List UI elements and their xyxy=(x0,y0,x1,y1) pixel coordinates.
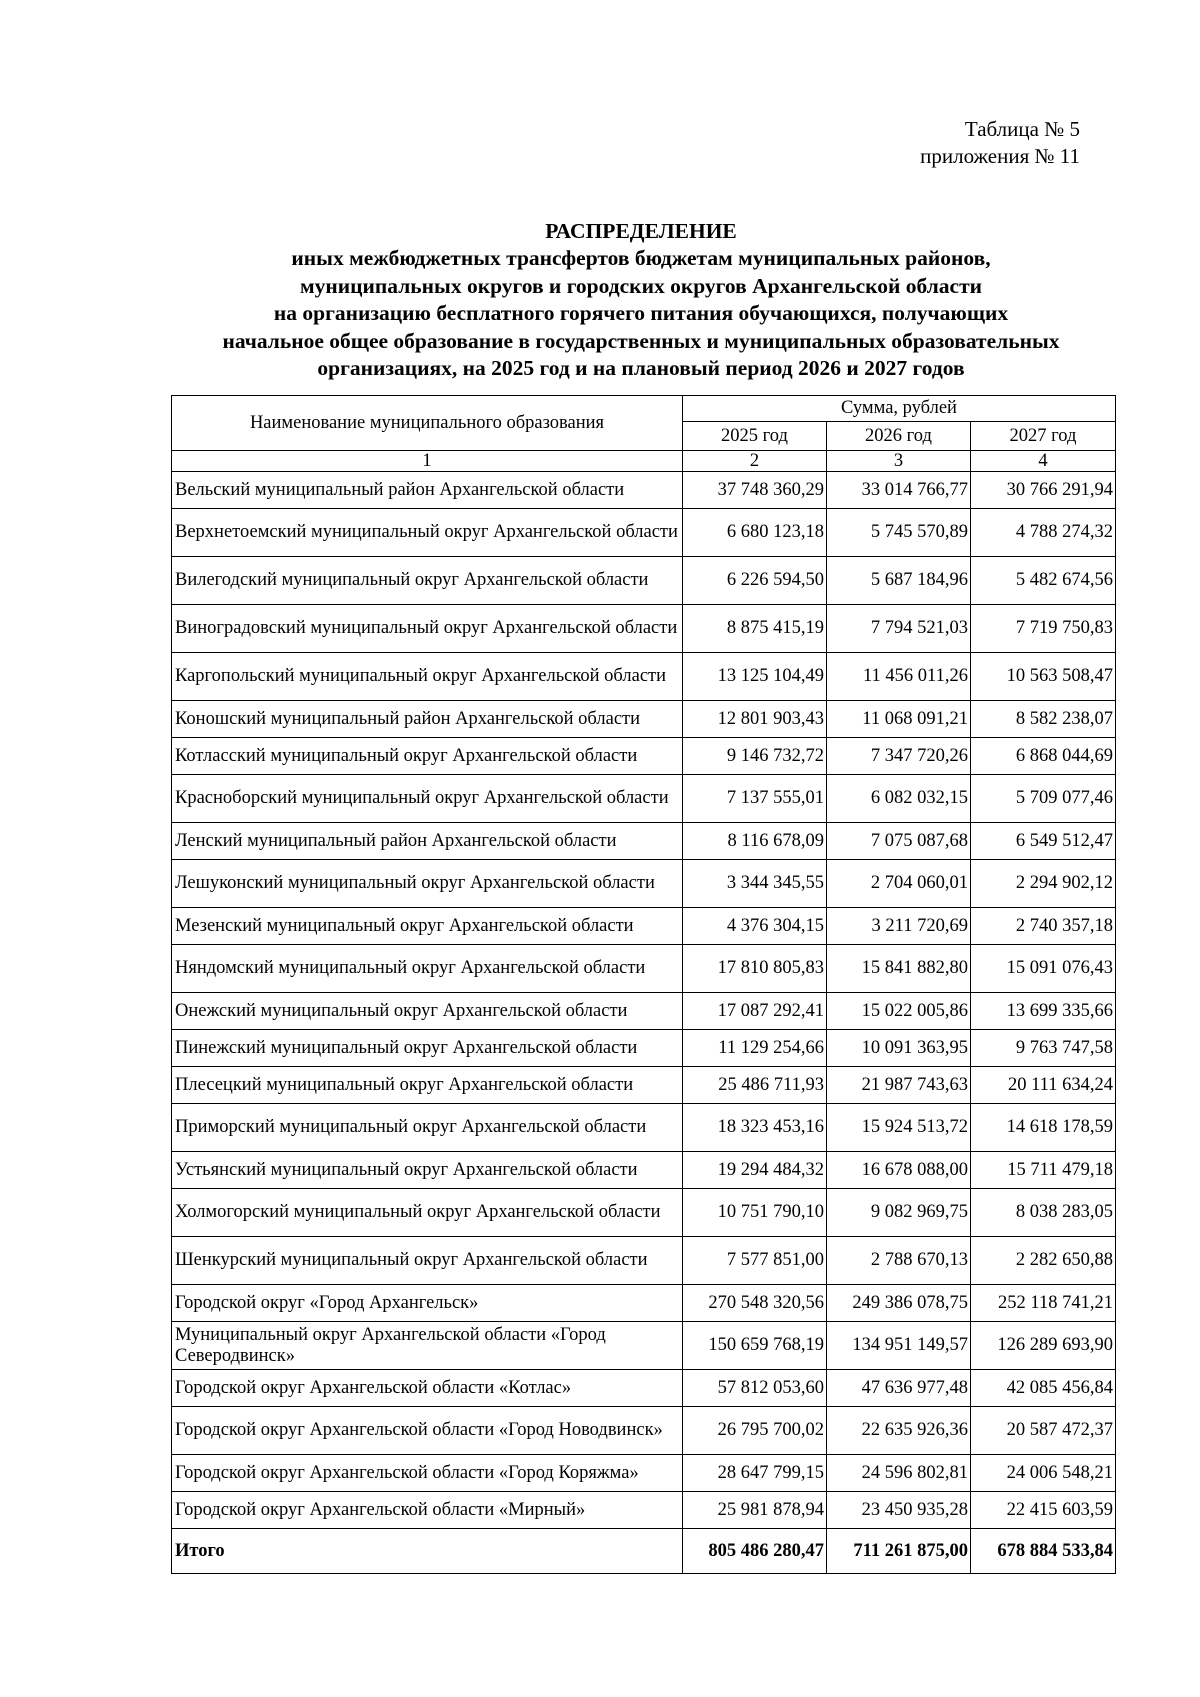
total-amount-2027: 678 884 533,84 xyxy=(971,1529,1116,1574)
amount-2026: 15 924 513,72 xyxy=(827,1104,971,1152)
municipality-name: Мезенский муниципальный округ Архангельской области xyxy=(172,908,683,945)
municipality-name: Ленский муниципальный район Архангельской области xyxy=(172,823,683,860)
amount-2027: 13 699 335,66 xyxy=(971,993,1116,1030)
index-cell: 3 xyxy=(827,451,971,472)
table-row xyxy=(172,1492,1116,1529)
amount-2025: 10 751 790,10 xyxy=(683,1189,827,1237)
amount-2026: 6 082 032,15 xyxy=(827,775,971,823)
amount-2026: 33 014 766,77 xyxy=(827,472,971,509)
table-header-row xyxy=(172,396,1116,422)
table-reference xyxy=(920,116,1080,170)
municipality-name: Каргопольский муниципальный округ Архангельской области xyxy=(172,653,683,701)
amount-2026: 15 022 005,86 xyxy=(827,993,971,1030)
amount-2027: 6 868 044,69 xyxy=(971,738,1116,775)
amount-2027: 42 085 456,84 xyxy=(971,1370,1116,1407)
amount-2026: 15 841 882,80 xyxy=(827,945,971,993)
index-cell: 1 xyxy=(172,451,683,472)
amount-2025: 17 087 292,41 xyxy=(683,993,827,1030)
amount-2026: 7 347 720,26 xyxy=(827,738,971,775)
heading-line: организациях, на 2025 год и на плановый период 2026 и 2027 годов xyxy=(317,356,965,381)
amount-2027: 5 709 077,46 xyxy=(971,775,1116,823)
index-cell: 2 xyxy=(683,451,827,472)
total-label: Итого xyxy=(172,1529,683,1574)
amount-2026: 5 687 184,96 xyxy=(827,557,971,605)
document-heading xyxy=(170,218,1112,382)
table-row xyxy=(172,1189,1116,1237)
table-row xyxy=(172,823,1116,860)
municipality-name: Котласский муниципальный округ Архангельской области xyxy=(172,738,683,775)
municipality-name: Красноборский муниципальный округ Архангельской области xyxy=(172,775,683,823)
amount-2027: 5 482 674,56 xyxy=(971,557,1116,605)
table-row xyxy=(172,945,1116,993)
amount-2027: 252 118 741,21 xyxy=(971,1285,1116,1322)
table-row xyxy=(172,472,1116,509)
table-row xyxy=(172,993,1116,1030)
amount-2027: 8 582 238,07 xyxy=(971,701,1116,738)
amount-2025: 6 680 123,18 xyxy=(683,509,827,557)
municipality-name: Виноградовский муниципальный округ Архангельской области xyxy=(172,605,683,653)
amount-2026: 2 788 670,13 xyxy=(827,1237,971,1285)
table-row xyxy=(172,509,1116,557)
table-row xyxy=(172,1370,1116,1407)
amount-2027: 8 038 283,05 xyxy=(971,1189,1116,1237)
amount-2025: 7 137 555,01 xyxy=(683,775,827,823)
header-name-column: Наименование муниципального образования xyxy=(172,396,683,451)
amount-2025: 25 486 711,93 xyxy=(683,1067,827,1104)
amount-2025: 17 810 805,83 xyxy=(683,945,827,993)
table-row xyxy=(172,557,1116,605)
amount-2026: 5 745 570,89 xyxy=(827,509,971,557)
municipality-name: Муниципальный округ Архангельской области «Город Северодвинск» xyxy=(172,1322,683,1370)
amount-2025: 4 376 304,15 xyxy=(683,908,827,945)
amount-2027: 7 719 750,83 xyxy=(971,605,1116,653)
amount-2025: 13 125 104,49 xyxy=(683,653,827,701)
amount-2026: 7 794 521,03 xyxy=(827,605,971,653)
table-row xyxy=(172,1152,1116,1189)
amount-2026: 21 987 743,63 xyxy=(827,1067,971,1104)
amount-2025: 8 116 678,09 xyxy=(683,823,827,860)
amount-2027: 20 111 634,24 xyxy=(971,1067,1116,1104)
table-row xyxy=(172,1237,1116,1285)
table-row xyxy=(172,653,1116,701)
municipality-name: Городской округ Архангельской области «Город Коряжма» xyxy=(172,1455,683,1492)
municipality-name: Городской округ Архангельской области «Город Новодвинск» xyxy=(172,1407,683,1455)
municipality-name: Устьянский муниципальный округ Архангельской области xyxy=(172,1152,683,1189)
table-row xyxy=(172,908,1116,945)
reference-table-number: Таблица № 5 xyxy=(964,117,1080,141)
header-year-2027: 2027 год xyxy=(971,422,1116,451)
amount-2026: 22 635 926,36 xyxy=(827,1407,971,1455)
header-sum: Сумма, рублей xyxy=(683,396,1116,422)
amount-2025: 26 795 700,02 xyxy=(683,1407,827,1455)
heading-line: начальное общее образование в государственных и муниципальных образовательных xyxy=(222,328,1060,353)
amount-2025: 28 647 799,15 xyxy=(683,1455,827,1492)
amount-2026: 11 068 091,21 xyxy=(827,701,971,738)
amount-2026: 47 636 977,48 xyxy=(827,1370,971,1407)
total-row xyxy=(172,1529,1116,1574)
amount-2026: 249 386 078,75 xyxy=(827,1285,971,1322)
municipality-name: Пинежский муниципальный округ Архангельской области xyxy=(172,1030,683,1067)
total-amount-2025: 805 486 280,47 xyxy=(683,1529,827,1574)
municipality-name: Плесецкий муниципальный округ Архангельской области xyxy=(172,1067,683,1104)
amount-2026: 16 678 088,00 xyxy=(827,1152,971,1189)
amount-2026: 2 704 060,01 xyxy=(827,860,971,908)
table-row xyxy=(172,1104,1116,1152)
municipality-name: Вилегодский муниципальный округ Архангельской области xyxy=(172,557,683,605)
amount-2025: 7 577 851,00 xyxy=(683,1237,827,1285)
amount-2026: 11 456 011,26 xyxy=(827,653,971,701)
municipality-name: Городской округ Архангельской области «Котлас» xyxy=(172,1370,683,1407)
amount-2026: 24 596 802,81 xyxy=(827,1455,971,1492)
municipality-name: Шенкурский муниципальный округ Архангельской области xyxy=(172,1237,683,1285)
amount-2027: 2 294 902,12 xyxy=(971,860,1116,908)
amount-2026: 3 211 720,69 xyxy=(827,908,971,945)
amount-2027: 14 618 178,59 xyxy=(971,1104,1116,1152)
amount-2025: 25 981 878,94 xyxy=(683,1492,827,1529)
table-row xyxy=(172,1407,1116,1455)
amount-2027: 6 549 512,47 xyxy=(971,823,1116,860)
amount-2025: 6 226 594,50 xyxy=(683,557,827,605)
amount-2025: 3 344 345,55 xyxy=(683,860,827,908)
heading-title: РАСПРЕДЕЛЕНИЕ xyxy=(545,219,737,243)
municipality-name: Няндомский муниципальный округ Архангельской области xyxy=(172,945,683,993)
municipality-name: Городской округ Архангельской области «Мирный» xyxy=(172,1492,683,1529)
table-row xyxy=(172,605,1116,653)
amount-2026: 134 951 149,57 xyxy=(827,1322,971,1370)
table-row xyxy=(172,1067,1116,1104)
header-year-2025: 2025 год xyxy=(683,422,827,451)
amount-2027: 126 289 693,90 xyxy=(971,1322,1116,1370)
index-cell: 4 xyxy=(971,451,1116,472)
municipality-name: Вельский муниципальный район Архангельской области xyxy=(172,472,683,509)
amount-2025: 12 801 903,43 xyxy=(683,701,827,738)
amount-2025: 18 323 453,16 xyxy=(683,1104,827,1152)
table-row xyxy=(172,860,1116,908)
heading-line: муниципальных округов и городских округов Архангельской области xyxy=(299,273,983,298)
table-row xyxy=(172,1455,1116,1492)
total-amount-2026: 711 261 875,00 xyxy=(827,1529,971,1574)
amount-2025: 57 812 053,60 xyxy=(683,1370,827,1407)
municipality-name: Городской округ «Город Архангельск» xyxy=(172,1285,683,1322)
municipality-name: Онежский муниципальный округ Архангельской области xyxy=(172,993,683,1030)
amount-2027: 20 587 472,37 xyxy=(971,1407,1116,1455)
amount-2025: 37 748 360,29 xyxy=(683,472,827,509)
table-row xyxy=(172,701,1116,738)
amount-2026: 7 075 087,68 xyxy=(827,823,971,860)
amount-2026: 23 450 935,28 xyxy=(827,1492,971,1529)
amount-2025: 9 146 732,72 xyxy=(683,738,827,775)
header-year-2026: 2026 год xyxy=(827,422,971,451)
table-row xyxy=(172,1322,1116,1370)
amount-2027: 2 740 357,18 xyxy=(971,908,1116,945)
heading-line: иных межбюджетных трансфертов бюджетам муниципальных районов, xyxy=(291,246,991,271)
amount-2026: 10 091 363,95 xyxy=(827,1030,971,1067)
amount-2026: 9 082 969,75 xyxy=(827,1189,971,1237)
amount-2027: 10 563 508,47 xyxy=(971,653,1116,701)
distribution-table xyxy=(171,395,1116,1574)
amount-2025: 11 129 254,66 xyxy=(683,1030,827,1067)
table-row xyxy=(172,1030,1116,1067)
municipality-name: Верхнетоемский муниципальный округ Архангельской области xyxy=(172,509,683,557)
heading-line: на организацию бесплатного горячего питания обучающихся, получающих xyxy=(273,301,1009,326)
amount-2027: 15 091 076,43 xyxy=(971,945,1116,993)
table-row xyxy=(172,738,1116,775)
amount-2027: 24 006 548,21 xyxy=(971,1455,1116,1492)
amount-2025: 150 659 768,19 xyxy=(683,1322,827,1370)
reference-appendix-number: приложения № 11 xyxy=(920,144,1080,168)
amount-2027: 22 415 603,59 xyxy=(971,1492,1116,1529)
amount-2025: 19 294 484,32 xyxy=(683,1152,827,1189)
municipality-name: Холмогорский муниципальный округ Архангельской области xyxy=(172,1189,683,1237)
amount-2027: 2 282 650,88 xyxy=(971,1237,1116,1285)
table-row xyxy=(172,1285,1116,1322)
municipality-name: Коношский муниципальный район Архангельской области xyxy=(172,701,683,738)
municipality-name: Приморский муниципальный округ Архангельской области xyxy=(172,1104,683,1152)
amount-2025: 8 875 415,19 xyxy=(683,605,827,653)
municipality-name: Лешуконский муниципальный округ Архангельской области xyxy=(172,860,683,908)
amount-2027: 9 763 747,58 xyxy=(971,1030,1116,1067)
amount-2027: 4 788 274,32 xyxy=(971,509,1116,557)
amount-2027: 15 711 479,18 xyxy=(971,1152,1116,1189)
amount-2027: 30 766 291,94 xyxy=(971,472,1116,509)
amount-2025: 270 548 320,56 xyxy=(683,1285,827,1322)
table-index-row xyxy=(172,451,1116,472)
table-row xyxy=(172,775,1116,823)
